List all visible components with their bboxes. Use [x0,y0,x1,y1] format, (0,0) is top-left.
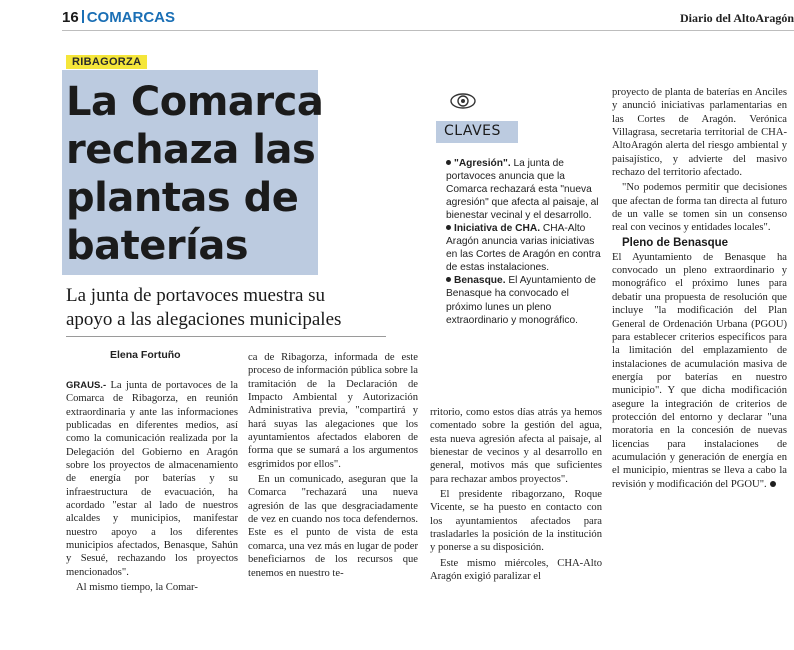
body-column-4 [612,86,787,493]
bullet-icon [446,277,451,282]
subheadline [66,284,406,332]
headline-line: baterías [66,223,249,269]
paragraph-text: El Ayuntamiento de Benasque ha convocado un pleno extraordinario y monográfico el próximo lunes para debatir una propuesta de resolución que incluye "la modificación del Plan General de Ordenación Urbana (PGOU) para establecer criterios específicos para la limitación del emplazamiento de instalaciones de acumulación masiva de energía por baterías en nuestro municipio". Y que dicha modificación asegure la integración de criterios de protección del entorno y declarar "una moratoria en la concesión de nuevas licencias para instalaciones de acumulación y generación de energía en el municipio, mientras se lleva a cabo la revisión y modificación del PGOU". [612,251,787,490]
bullet-icon [446,225,451,230]
bullet-icon [446,160,451,165]
byline: Elena Fortuño [110,349,181,361]
claves-title: CLAVES [444,123,501,139]
paragraph: Este mismo miércoles, CHA-Alto Aragón exigió paralizar el [430,557,602,583]
header-rule [62,30,794,31]
headline-line: plantas de [66,175,299,221]
end-mark-icon [770,481,776,487]
page-number: 16 [62,9,79,26]
body-column-3 [430,406,602,585]
body-column-1 [66,379,238,597]
paragraph: rritorio, como estos días atrás ya hemos comentado sobre la gestión del agua, esta nueva agresión afecta al paisaje, al bienestar de vecinos y al desarrollo en general, motivos más que suficientes para rechazar ambos proyectos". [430,407,602,485]
paragraph [612,251,787,491]
claves-item [446,274,604,326]
claves-text: CHA-Alto Aragón anuncia varias iniciativas en las Cortes de Aragón en contra de estas instalaciones. [446,223,601,274]
claves-eye-icon [450,88,476,114]
paragraph: En un comunicado, aseguran que la Comarca "rechazará una nueva agresión de las que desgraciadamente de vez en cuando nos toca defendernos. Este es el punto de vista de esta comarca, una vez más en lugar de poder beneficiarnos de los recursos que tenemos en nuestro te- [248,474,419,579]
header-divider [82,10,84,23]
page-header-left [62,9,175,26]
paragraph: proyecto de planta de baterías en Anciles y anunció iniciativas parlamentarias en las Cortes de Aragón. Verónica Villagrasa, secretaria territorial de CHA-AltoAragón alerta del riesgo ambiental y paisajístico, y advierte del masivo rechazo del territorio afectado. [612,87,787,179]
paragraph: Al mismo tiempo, la Comar- [76,582,198,594]
subhead-line: apoyo a las alegaciones municipales [66,308,342,330]
claves-item [446,222,604,274]
claves-term: "Agresión". [454,158,511,169]
headline-line: La Comarca [66,79,324,125]
claves-text: El Ayuntamiento de Benasque ha convocado el próximo lunes un pleno extraordinario y monográfico. [446,275,596,326]
section-name: COMARCAS [86,9,176,26]
claves-text: La junta de portavoces anuncia que la Comarca rechazará esta "nueva agresión" que afecta al paisaje, al bienestar vecinal y el desarrollo. [446,158,599,222]
claves-term: Iniciativa de CHA. [454,223,541,235]
paragraph-text: La junta de portavoces de la Comarca de Ribagorza, en reunión extraordinaria y ante las informaciones publicadas en diferentes medios, así como la comunicación realizada por la Delegación del Gobierno en Aragón sobre los proyectos de almacenamiento de energía por baterías y su infraestructura de evacuación, ha acordado "estar al lado de nuestros alcaldes y municipios, manifestar nuestro apoyo a los diferentes municipios afectados, Benasque, Sahún y Sesué, rechazando los proyectos mencionados". [66,380,238,578]
section-subtitle: Pleno de Benasque [622,236,729,249]
paragraph: ca de Ribagorza, informada de este proceso de información pública sobre la tramitación de la Declaración de Impacto Ambiental y Autorización Administrativa previa, "compartirá y hará suyas las alegaciones que los ayuntamientos afectados elaboren de forma que se sumará a los argumentos esgrimidos por ellos". [248,352,418,470]
paragraph: El presidente ribagorzano, Roque Vicente, se ha puesto en contacto con los ayuntamientos afectados para trasladarles la posición de la institución y ponerse a su disposición. [430,489,602,554]
paragraph [66,379,238,579]
subhead-line: La junta de portavoces muestra su [66,285,326,306]
headline [66,78,326,270]
dateline: GRAUS.- [66,380,107,391]
headline-line: rechaza las [66,127,316,173]
claves-term: Benasque. [454,275,506,287]
claves-box [446,157,604,327]
newspaper-name: Diario del AltoAragón [680,11,794,25]
paragraph: "No podemos permitir que decisiones que afectan de forma tan directa al futuro de un valle se tomen sin un consenso real con vecinos y entidades locales". [612,182,787,234]
kicker-label: RIBAGORZA [66,55,147,69]
subhead-rule [66,336,386,337]
body-column-2 [248,351,418,582]
claves-item [446,157,604,222]
